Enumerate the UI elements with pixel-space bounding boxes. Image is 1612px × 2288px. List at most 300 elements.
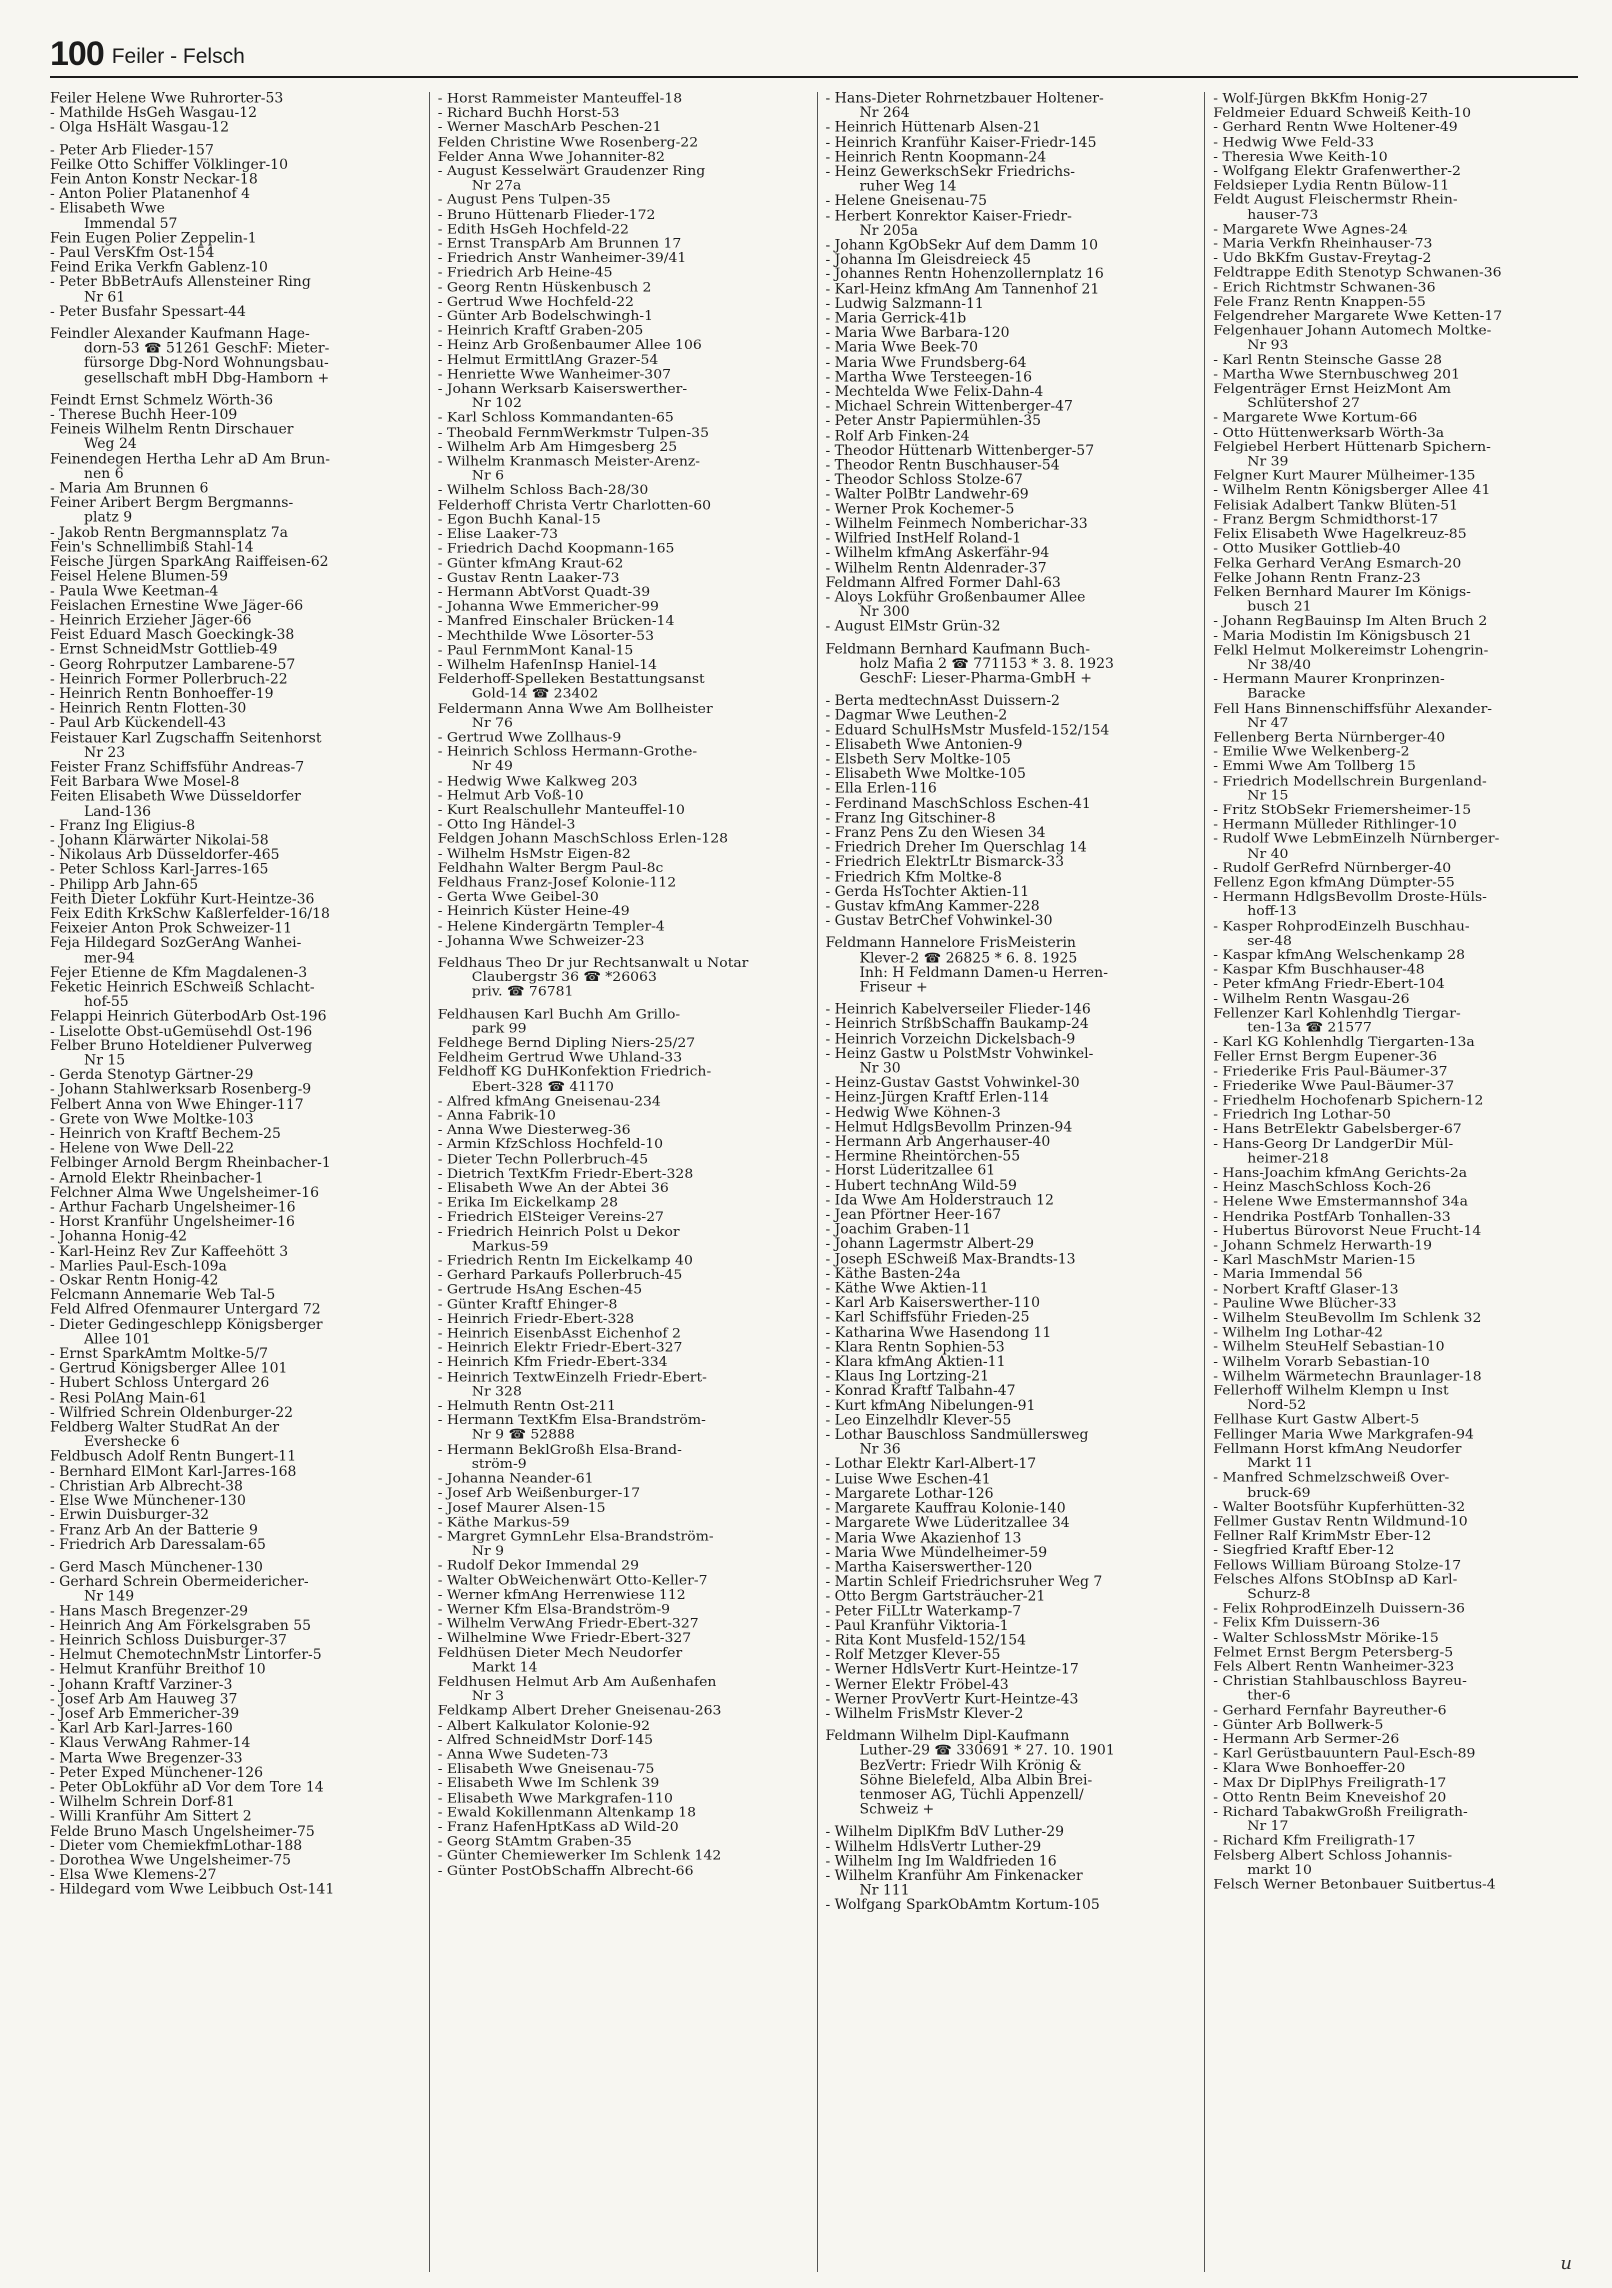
directory-entry: Feist Eduard Masch Goeckingk-38: [50, 628, 295, 644]
directory-entry: - Theodor Rentn Buschhauser-54: [825, 458, 1060, 474]
directory-entry: - Paul FernmMont Kanal-15: [437, 643, 634, 659]
directory-entry: - Eduard SchulHsMstr Musfeld-152/154: [825, 723, 1110, 739]
directory-entry: - Hermann HdlgsBevollm Droste-Hüls-: [1213, 890, 1487, 905]
directory-entry: Nr 6: [471, 469, 505, 484]
directory-entry: [50, 320, 415, 328]
directory-entry: - Maria Am Brunnen 6: [50, 481, 209, 497]
directory-entry: - Martha Wwe Tersteegen-16: [825, 370, 1033, 386]
page-header: [50, 28, 1578, 78]
directory-entry: Claubergstr 36 ☎ *26063: [471, 970, 657, 986]
directory-entry: Fell Hans Binnenschiffsführ Alexander-: [1213, 701, 1493, 717]
directory-entry: Fellner Ralf KrimMstr Eber-12: [1213, 1529, 1432, 1544]
directory-entry: - Käthe Markus-59: [437, 1515, 570, 1530]
directory-entry: - Henriette Wwe Wanheimer-307: [437, 367, 672, 383]
directory-entry: - Friedrich Kfm Moltke-8: [825, 870, 1002, 885]
directory-entry: Feinendegen Hertha Lehr aD Am Brun-: [50, 452, 330, 468]
directory-entry: - Hermann Arb Sermer-26: [1213, 1732, 1400, 1747]
directory-entry: Ebert-328 ☎ 41170: [471, 1080, 614, 1095]
directory-entry: Klever-2 ☎ 26825 * 6. 8. 1925: [859, 951, 1078, 966]
directory-entry: - Friedrich Modellschrein Burgenland-: [1213, 774, 1487, 789]
directory-entry: Schweiz +: [859, 1803, 935, 1818]
directory-entry: - Gustav kfmAng Kammer-228: [825, 899, 1040, 915]
directory-columns: [50, 92, 1578, 2272]
directory-entry: Nr 17: [1247, 1819, 1289, 1835]
directory-entry: - Wilhelm Rentn Königsberger Allee 41: [1213, 484, 1491, 499]
directory-entry: - Kaspar Kfm Buschhauser-48: [1213, 963, 1425, 978]
directory-entry: tenmoser AG, Tüchli Appenzell/: [859, 1788, 1084, 1803]
directory-entry: - Herbert Konrektor Kaiser-Friedr-: [825, 209, 1072, 224]
directory-entry: - Heinrich Schloss Duisburger-37: [50, 1633, 287, 1649]
directory-entry: - Hedwig Wwe Feld-33: [1213, 135, 1375, 150]
directory-entry: - Erwin Duisburger-32: [50, 1508, 210, 1524]
directory-entry: Feit Barbara Wwe Mosel-8: [50, 775, 240, 790]
directory-entry: - Wilhelm Feinmech Nomberichar-33: [825, 517, 1088, 532]
directory-entry: - Johanna Wwe Schweizer-23: [437, 934, 645, 949]
directory-entry: hoff-13: [1247, 905, 1297, 920]
directory-entry: - Manfred Einschaler Brücken-14: [437, 614, 675, 630]
directory-entry: - Peter kfmAng Friedr-Ebert-104: [1213, 977, 1445, 992]
directory-entry: - Werner MaschArb Peschen-21: [437, 121, 662, 136]
directory-entry: Inh: H Feldmann Damen-u Herren-: [859, 966, 1108, 981]
directory-entry: - Horst Rammeister Manteuffel-18: [437, 92, 683, 107]
directory-entry: - Peter Exped Münchener-126: [50, 1766, 264, 1781]
directory-entry: - Heinrich Former Pollerbruch-22: [50, 672, 288, 688]
directory-entry: - Anna Fabrik-10: [437, 1109, 556, 1124]
directory-entry: Nr 49: [471, 759, 513, 775]
directory-entry: - Dieter Gedingeschlepp Königsberger: [50, 1318, 323, 1333]
directory-entry: - Elsbeth Serv Moltke-105: [825, 752, 1011, 768]
directory-entry: - Kaspar kfmAng Welschenkamp 28: [1213, 948, 1466, 963]
directory-entry: hof-55: [84, 995, 129, 1010]
directory-entry: BezVertr: Friedr Wilh Krönig &: [859, 1759, 1082, 1774]
directory-entry: - Maria Immendal 56: [1213, 1268, 1363, 1283]
directory-entry: - Heinz Gastw u PolstMstr Vohwinkel-: [825, 1047, 1094, 1062]
directory-entry: Feld Alfred Ofenmaurer Untergard 72: [50, 1303, 321, 1318]
directory-entry: Gold-14 ☎ 23402: [471, 687, 599, 702]
directory-entry: Felderhoff-Spelleken Bestattungsanst: [437, 672, 705, 688]
directory-entry: - Wilhelm Kranmasch Meister-Arenz-: [437, 454, 700, 470]
directory-entry: Feiner Aribert Bergm Bergmanns-: [50, 496, 294, 512]
directory-entry: - Richard Kfm Freiligrath-17: [1213, 1834, 1416, 1849]
directory-entry: Feldmeier Eduard Schweiß Keith-10: [1213, 106, 1472, 121]
directory-entry: - Margret GymnLehr Elsa-Brandström-: [437, 1530, 714, 1545]
directory-entry: dorn-53 ☎ 51261 GeschF: Mieter-: [84, 342, 330, 357]
directory-entry: - Helene Gneisenau-75: [825, 194, 988, 210]
directory-entry: - Leo Einzelhdlr Klever-55: [825, 1413, 1012, 1429]
directory-entry: Nr 61: [84, 290, 126, 305]
directory-entry: - Rudolf GerRefrd Nürnberger-40: [1213, 861, 1452, 876]
directory-entry: [826, 929, 1191, 937]
directory-entry: - Hildegard vom Wwe Leibbuch Ost-141: [50, 1883, 335, 1898]
directory-entry: - Friedrich Rentn Im Eickelkamp 40: [437, 1254, 693, 1269]
directory-entry: Felken Bernhard Maurer Im Königs-: [1213, 585, 1471, 600]
directory-entry: Felisiak Adalbert Tankw Blüten-51: [1213, 498, 1459, 513]
directory-entry: - Josef Arb Weißenburger-17: [437, 1486, 641, 1501]
directory-entry: Feith Dieter Lokführ Kurt-Heintze-36: [50, 892, 315, 908]
directory-entry: Feiten Elisabeth Wwe Düsseldorfer: [50, 790, 301, 805]
directory-entry: - Käthe Wwe Aktien-11: [825, 1281, 989, 1297]
directory-entry: [826, 1722, 1191, 1730]
directory-entry: - Günter Arb Bollwerk-5: [1213, 1718, 1384, 1733]
directory-entry: - Wilhelm HdlsVertr Luther-29: [825, 1840, 1042, 1855]
directory-entry: - Hans-Joachim kfmAng Gerichts-2a: [1213, 1166, 1468, 1181]
directory-entry: gesellschaft mbH Dbg-Hamborn +: [84, 371, 330, 386]
directory-entry: heimer-218: [1247, 1151, 1329, 1167]
directory-entry: ser-48: [1247, 934, 1292, 949]
directory-entry: - Felix RohprodEinzelh Duissern-36: [1213, 1601, 1465, 1617]
directory-entry: - Heinrich Kranführ Kaiser-Friedr-145: [825, 136, 1097, 151]
directory-entry: - Helmuth Rentn Ost-211: [437, 1399, 616, 1414]
directory-entry: - Peter Anstr Papiermühlen-35: [825, 414, 1042, 430]
directory-entry: Felkl Helmut Molkereimstr Lohengrin-: [1213, 643, 1489, 659]
directory-entry: [438, 949, 803, 957]
directory-entry: - Joachim Graben-11: [825, 1223, 972, 1238]
directory-entry: Felsberg Albert Schloss Johannis-: [1213, 1848, 1453, 1864]
directory-entry: - Maria Modistin Im Königsbusch 21: [1213, 629, 1472, 644]
directory-entry: - Gerhard Schrein Obermeidericher-: [50, 1575, 309, 1590]
directory-entry: Felderhoff Christa Vertr Charlotten-60: [437, 498, 712, 513]
directory-entry: - Karl Schloss Kommandanten-65: [437, 411, 674, 426]
directory-entry: Felbinger Arnold Bergm Rheinbacher-1: [50, 1156, 331, 1172]
directory-entry: - Friederike Wwe Paul-Bäumer-37: [1213, 1079, 1455, 1094]
directory-entry: Nr 30: [859, 1061, 901, 1077]
directory-entry: - Heinz MaschSchloss Koch-26: [1213, 1180, 1432, 1196]
directory-entry: - Mechthilde Wwe Lösorter-53: [437, 629, 654, 644]
directory-entry: - Wilfried Schrein Oldenburger-22: [50, 1406, 294, 1421]
directory-entry: - Maria Wwe Akazienhof 13: [825, 1531, 1022, 1546]
directory-entry: Nr 23: [84, 746, 126, 761]
directory-entry: Nr 111: [859, 1884, 910, 1899]
directory-entry: - Gerhard Fernfahr Bayreuther-6: [1213, 1703, 1447, 1718]
directory-entry: - Klara Wwe Bonhoeffer-20: [1213, 1761, 1406, 1777]
directory-entry: - Richard Buchh Horst-53: [437, 106, 620, 121]
directory-entry: - Emilie Wwe Welkenberg-2: [1213, 745, 1410, 760]
directory-entry: - Wilhelm VerwAng Friedr-Ebert-327: [437, 1617, 699, 1632]
directory-entry: - Arnold Elektr Rheinbacher-1: [50, 1171, 264, 1186]
directory-entry: - Hubert technAng Wild-59: [825, 1179, 1017, 1194]
directory-entry: - Werner kfmAng Herrenwiese 112: [437, 1588, 686, 1603]
directory-entry: - Heinrich Kraftf Graben-205: [437, 324, 644, 339]
directory-entry: - Johann RegBauinsp Im Alten Bruch 2: [1213, 614, 1488, 630]
directory-entry: Feister Franz Schiffsführ Andreas-7: [50, 760, 305, 776]
directory-entry: - Ernst SparkAmtm Moltke-5/7: [50, 1347, 269, 1363]
directory-entry: Felsches Alfons StObInsp aD Karl-: [1213, 1572, 1458, 1588]
directory-entry: - Alfred kfmAng Gneisenau-234: [437, 1094, 661, 1109]
directory-entry: - Dagmar Wwe Leuthen-2: [825, 708, 1008, 724]
directory-entry: - Philipp Arb Jahn-65: [50, 878, 199, 893]
directory-entry: - Johanna Wwe Emmericher-99: [437, 600, 659, 615]
directory-entry: - Karl MaschMstr Marien-15: [1213, 1253, 1416, 1268]
directory-entry: Feldheim Gertrud Wwe Uhland-33: [437, 1051, 683, 1066]
directory-entry: - Friedrich Dreher Im Querschlag 14: [825, 840, 1087, 856]
directory-entry: Fellenz Egon kfmAng Dümpter-55: [1213, 876, 1455, 891]
directory-entry: Fellenzer Karl Kohlenhdlg Tiergar-: [1213, 1006, 1461, 1022]
directory-entry: Feldhusen Helmut Arb Am Außenhafen: [437, 1675, 717, 1690]
directory-entry: Nr 27a: [471, 179, 522, 194]
directory-entry: - Wilhelm Vorarb Sebastian-10: [1213, 1355, 1430, 1370]
directory-entry: Feldmann Wilhelm Dipl-Kaufmann: [825, 1729, 1070, 1745]
directory-entry: Felbert Anna von Wwe Ehinger-117: [50, 1098, 304, 1113]
directory-entry: - Otto Musiker Gottlieb-40: [1213, 542, 1401, 557]
directory-entry: - Hermann AbtVorst Quadt-39: [437, 585, 651, 600]
directory-entry: - Wilhelm Ing Lothar-42: [1213, 1326, 1383, 1341]
directory-entry: - Gertrud Wwe Zollhaus-9: [437, 730, 622, 746]
directory-entry: - Gerda HsTochter Aktien-11: [825, 885, 1030, 900]
directory-entry: - Peter Busfahr Spessart-44: [50, 305, 246, 320]
directory-entry: Nr 9 ☎ 52888: [471, 1428, 575, 1443]
directory-entry: - Johann KgObSekr Auf dem Damm 10: [825, 238, 1099, 254]
directory-entry: - Paula Wwe Keetman-4: [50, 584, 219, 600]
directory-entry: - Ewald Kokillenmann Altenkamp 18: [437, 1806, 697, 1821]
directory-entry: [50, 386, 415, 394]
directory-entry: - Theresia Wwe Keith-10: [1213, 150, 1388, 165]
directory-entry: - Martha Kaiserswerther-120: [825, 1560, 1033, 1576]
directory-entry: - Mechtelda Wwe Felix-Dahn-4: [825, 385, 1044, 400]
directory-entry: - Gertrud Königsberger Allee 101: [50, 1362, 288, 1377]
directory-entry: - Gerta Wwe Geibel-30: [437, 890, 599, 905]
directory-entry: - Arthur Facharb Ungelsheimer-16: [50, 1200, 296, 1216]
directory-entry: - Rolf Metzger Klever-55: [825, 1648, 1001, 1664]
directory-entry: - Friedrich Arb Daressalam-65: [50, 1538, 266, 1553]
directory-entry: - Horst Kranführ Ungelsheimer-16: [50, 1215, 295, 1230]
directory-entry: Feix Edith KrkSchw Kaßlerfelder-16/18: [50, 907, 330, 922]
directory-entry: Fellows William Büroang Stolze-17: [1213, 1558, 1462, 1573]
directory-entry: Felgiebel Herbert Hüttenarb Spichern-: [1213, 440, 1491, 455]
directory-entry: - Kurt Realschullehr Manteuffel-10: [437, 803, 685, 818]
directory-entry: - Hermann TextKfm Elsa-Brandström-: [437, 1413, 706, 1429]
directory-entry: - Wilhelm Schloss Bach-28/30: [437, 484, 649, 499]
directory-entry: holz Mafia 2 ☎ 771153 * 3. 8. 1923: [859, 657, 1114, 672]
directory-entry: [826, 1818, 1191, 1826]
directory-entry: - Karl KG Kohlenhdlg Tiergarten-13a: [1213, 1035, 1475, 1051]
directory-entry: Felgner Kurt Maurer Mülheimer-135: [1213, 469, 1476, 484]
directory-entry: Nr 76: [471, 716, 513, 731]
directory-entry: - Hendrika PostfArb Tonhallen-33: [1213, 1209, 1451, 1225]
directory-entry: - Helene Wwe Emstermannshof 34a: [1213, 1195, 1468, 1210]
directory-entry: Nr 40: [1247, 846, 1289, 862]
directory-entry: - Resi PolAng Main-61: [50, 1391, 208, 1407]
directory-entry: - Dieter vom ChemiekfmLothar-188: [50, 1839, 303, 1854]
directory-entry: - Paul Kranführ Viktoria-1: [825, 1619, 1009, 1634]
directory-entry: Markt 11: [1247, 1456, 1313, 1472]
column-1: [50, 92, 415, 2272]
directory-entry: - Walter PolBtr Landwehr-69: [825, 488, 1029, 503]
directory-entry: - Käthe Basten-24a: [825, 1267, 961, 1282]
directory-entry: Feldmann Bernhard Kaufmann Buch-: [825, 642, 1091, 658]
directory-entry: - Anna Wwe Diesterweg-36: [437, 1123, 631, 1138]
directory-entry: - Siegfried Kraftf Eber-12: [1213, 1543, 1395, 1559]
directory-entry: - Manfred Schmelzschweiß Over-: [1213, 1471, 1450, 1486]
directory-entry: Feja Hildegard SozGerAng Wanhei-: [50, 936, 302, 952]
directory-entry: Nr 149: [84, 1589, 135, 1605]
directory-entry: - Albert Kalkulator Kolonie-92: [437, 1718, 651, 1734]
directory-entry: - Katharina Wwe Hasendong 11: [825, 1325, 1052, 1341]
directory-entry: Feislachen Ernestine Wwe Jäger-66: [50, 599, 304, 614]
directory-entry: - Emmi Wwe Am Tollberg 15: [1213, 759, 1416, 775]
directory-entry: - Elise Laaker-73: [437, 527, 559, 542]
directory-entry: priv. ☎ 76781: [471, 985, 574, 1000]
directory-entry: Nr 93: [1247, 338, 1289, 354]
directory-entry: - Paul VersKfm Ost-154: [50, 246, 215, 261]
directory-entry: - Heinrich StrßbSchaffn Baukamp-24: [825, 1017, 1089, 1033]
directory-entry: - Hermann BeklGroßh Elsa-Brand-: [437, 1443, 682, 1458]
directory-entry: Fellmer Gustav Rentn Wildmund-10: [1213, 1514, 1468, 1530]
directory-entry: - Franz Ing Gitschiner-8: [825, 811, 996, 827]
directory-entry: Felchner Alma Wwe Ungelsheimer-16: [50, 1186, 320, 1201]
directory-entry: - Walter SchlossMstr Mörike-15: [1213, 1631, 1439, 1646]
directory-entry: Nr 205a: [859, 224, 918, 239]
directory-entry: Felgendreher Margarete Wwe Ketten-17: [1213, 309, 1503, 325]
directory-entry: - Franz Arb An der Batterie 9: [50, 1523, 258, 1539]
directory-entry: - Wolfgang Elektr Grafenwerther-2: [1213, 164, 1461, 179]
directory-entry: - Erich Richtmstr Schwanen-36: [1213, 280, 1436, 296]
directory-entry: Feldtrappe Edith Stenotyp Schwanen-36: [1213, 266, 1502, 281]
directory-entry: - Heinrich Kfm Friedr-Ebert-334: [437, 1355, 668, 1371]
directory-entry: - Bernhard ElMont Karl-Jarres-168: [50, 1464, 297, 1480]
directory-entry: - Hans-Georg Dr LandgerDir Mül-: [1213, 1137, 1454, 1152]
directory-entry: Feldhaus Franz-Josef Kolonie-112: [437, 876, 677, 891]
directory-entry: - Felix Kfm Duissern-36: [1213, 1616, 1380, 1631]
directory-entry: - Wilhelm Arb Am Himgesberg 25: [437, 440, 678, 455]
directory-entry: - Otto Hüttenwerksarb Wörth-3a: [1213, 425, 1445, 441]
directory-entry: - Olga HsHält Wasgau-12: [50, 121, 229, 136]
directory-entry: platz 9: [84, 511, 133, 526]
directory-entry: ström-9: [471, 1457, 527, 1472]
directory-entry: Felmet Ernst Bergm Petersberg-5: [1213, 1645, 1454, 1660]
directory-entry: - Anna Wwe Sudeten-73: [437, 1747, 609, 1763]
directory-entry: - Martha Wwe Sternbuschweg 201: [1213, 367, 1460, 383]
directory-entry: Felde Bruno Masch Ungelsheimer-75: [50, 1824, 315, 1840]
directory-entry: Feldmann Alfred Former Dahl-63: [825, 576, 1061, 591]
directory-entry: Nr 102: [471, 396, 522, 412]
directory-entry: - Karl Arb Kaiserswerther-110: [825, 1296, 1040, 1312]
directory-entry: - Heinrich Hüttenarb Alsen-21: [825, 121, 1041, 136]
footer-mark: u: [1560, 2253, 1572, 2274]
directory-entry: Feistauer Karl Zugschaffn Seitenhorst: [50, 731, 322, 746]
directory-entry: Felgenhauer Johann Automech Moltke-: [1213, 324, 1492, 339]
directory-entry: - Theodor Hüttenarb Wittenberger-57: [825, 444, 1095, 459]
directory-entry: - Gerda Stenotyp Gärtner-29: [50, 1068, 254, 1084]
directory-entry: - Günter kfmAng Kraut-62: [437, 556, 624, 571]
directory-entry: - Ernst TranspArb Am Brunnen 17: [437, 237, 682, 252]
directory-entry: - Peter Arb Flieder-157: [50, 143, 214, 159]
directory-entry: Feldgen Johann MaschSchloss Erlen-128: [437, 832, 729, 847]
directory-entry: Feldberg Walter StudRat An der: [50, 1420, 280, 1436]
directory-entry: Feische Jürgen SparkAng Raiffeisen-62: [50, 555, 329, 570]
directory-entry: - Helmut ChemotechnMstr Lintorfer-5: [50, 1648, 322, 1664]
directory-entry: - Werner Prok Kochemer-5: [825, 502, 1015, 518]
directory-entry: - Georg Rentn Hüskenbusch 2: [437, 280, 652, 296]
directory-entry: - Willi Kranführ Am Sittert 2: [50, 1810, 252, 1825]
directory-entry: - Friedrich Arb Heine-45: [437, 266, 613, 281]
directory-entry: Immendal 57: [84, 217, 178, 232]
directory-entry: - Paul Arb Kückendell-43: [50, 716, 227, 732]
directory-entry: - Rudolf Dekor Immendal 29: [437, 1559, 639, 1574]
directory-entry: Nr 300: [859, 605, 910, 620]
column-4: [1204, 92, 1578, 2272]
directory-entry: - Otto Bergm Gartsträucher-21: [825, 1589, 1046, 1605]
directory-entry: - Maria Wwe Frundsberg-64: [825, 356, 1027, 371]
directory-entry: - Hedwig Wwe Köhnen-3: [825, 1105, 1001, 1121]
directory-entry: Felappi Heinrich GüterbodArb Ost-196: [50, 1010, 327, 1025]
directory-entry: Feldkamp Albert Dreher Gneisenau-263: [437, 1704, 722, 1719]
directory-entry: - Helmut ErmittlAng Grazer-54: [437, 353, 659, 368]
directory-entry: - Josef Arb Emmericher-39: [50, 1707, 240, 1722]
directory-entry: - Hans-Dieter Rohrnetzbauer Holtener-: [825, 92, 1104, 107]
directory-entry: - Johann Stahlwerksarb Rosenberg-9: [50, 1083, 312, 1098]
directory-entry: [826, 687, 1191, 695]
directory-entry: - Werner Elektr Fröbel-43: [825, 1678, 1009, 1693]
directory-entry: - Karl Schiffsführ Frieden-25: [825, 1311, 1030, 1326]
directory-entry: - Norbert Kraftf Glaser-13: [1213, 1282, 1399, 1297]
directory-entry: - Fritz StObSekr Friemersheimer-15: [1213, 803, 1472, 818]
directory-entry: - Klaus Ing Lortzing-21: [825, 1369, 989, 1385]
directory-entry: - Maria Verkfn Rheinhauser-73: [1213, 237, 1433, 252]
directory-entry: - Heinrich EisenbAsst Eichenhof 2: [437, 1326, 681, 1342]
directory-entry: - Hedwig Wwe Kalkweg 203: [437, 774, 638, 789]
directory-entry: - Karl-Heinz kfmAng Am Tannenhof 21: [825, 282, 1100, 298]
directory-entry: - Anton Polier Platanenhof 4: [50, 187, 251, 203]
directory-entry: Feisel Helene Blumen-59: [50, 569, 229, 585]
directory-entry: [826, 635, 1191, 643]
directory-entry: - Franz Bergm Schmidthorst-17: [1213, 513, 1439, 528]
directory-entry: - Edith HsGeh Hochfeld-22: [437, 222, 629, 237]
directory-entry: - Wilhelm kfmAng Askerfähr-94: [825, 546, 1050, 562]
page-number: 100: [50, 35, 104, 73]
directory-entry: Schurz-8: [1247, 1587, 1311, 1602]
directory-entry: Fellhase Kurt Gastw Albert-5: [1213, 1413, 1420, 1428]
directory-entry: - Margarete Wwe Agnes-24: [1213, 222, 1408, 237]
directory-entry: - Gerhard Rentn Wwe Holtener-49: [1213, 121, 1458, 136]
directory-entry: Allee 101: [84, 1332, 151, 1348]
directory-entry: - Georg StAmtm Graben-35: [437, 1835, 632, 1850]
directory-entry: - Bruno Hüttenarb Flieder-172: [437, 208, 656, 223]
directory-entry: - Lothar Bauschloss Sandmüllersweg: [825, 1428, 1089, 1444]
directory-entry: - Grete von Wwe Moltke-103: [50, 1112, 254, 1128]
column-3: [817, 92, 1191, 2272]
directory-entry: - Wilhelm HafenInsp Haniel-14: [437, 658, 658, 673]
directory-entry: - Gertrud Wwe Hochfeld-22: [437, 295, 634, 310]
directory-entry: Baracke: [1247, 687, 1306, 702]
directory-entry: - Elisabeth Wwe Moltke-105: [825, 767, 1026, 783]
directory-entry: - Elsa Wwe Klemens-27: [50, 1868, 217, 1884]
directory-entry: - Karl-Heinz Rev Zur Kaffeehött 3: [50, 1244, 289, 1260]
directory-entry: - Hubert Schloss Untergard 26: [50, 1376, 270, 1392]
directory-entry: - Jean Pförtner Heer-167: [825, 1208, 1002, 1224]
directory-entry: - Jakob Rentn Bergmannsplatz 7a: [50, 525, 288, 541]
directory-entry: - Elisabeth Wwe Gneisenau-75: [437, 1762, 655, 1777]
directory-entry: - Otto Rentn Beim Kneveishof 20: [1213, 1790, 1447, 1806]
directory-entry: Felix Elisabeth Wwe Hagelkreuz-85: [1213, 527, 1467, 542]
directory-entry: Markt 14: [471, 1660, 538, 1676]
directory-entry: - Heinrich TextwEinzelh Friedr-Ebert-: [437, 1370, 707, 1385]
directory-entry: markt 10: [1247, 1863, 1312, 1878]
directory-entry: Felgenträger Ernst HeizMont Am: [1213, 382, 1452, 397]
directory-entry: - Rolf Arb Finken-24: [825, 429, 970, 444]
directory-entry: - Theodor Schloss Stolze-67: [825, 473, 1023, 488]
directory-entry: mer-94: [84, 951, 135, 966]
directory-entry: - Hermine Rheintörchen-55: [825, 1149, 1021, 1165]
directory-entry: - Margarete Lothar-126: [825, 1487, 994, 1502]
directory-entry: Schlütershof 27: [1247, 396, 1360, 412]
directory-entry: Feldmann Hannelore FrisMeisterin: [825, 936, 1076, 952]
directory-entry: Feldhüsen Dieter Mech Neudorfer: [437, 1646, 683, 1661]
directory-entry: Nr 38/40: [1247, 658, 1311, 673]
directory-entry: Friseur +: [859, 980, 928, 996]
directory-entry: - Hermann Arb Angerhauser-40: [825, 1135, 1051, 1150]
directory-entry: Nr 264: [859, 106, 910, 122]
directory-entry: - Hubertus Bürovorst Neue Frucht-14: [1213, 1224, 1482, 1239]
